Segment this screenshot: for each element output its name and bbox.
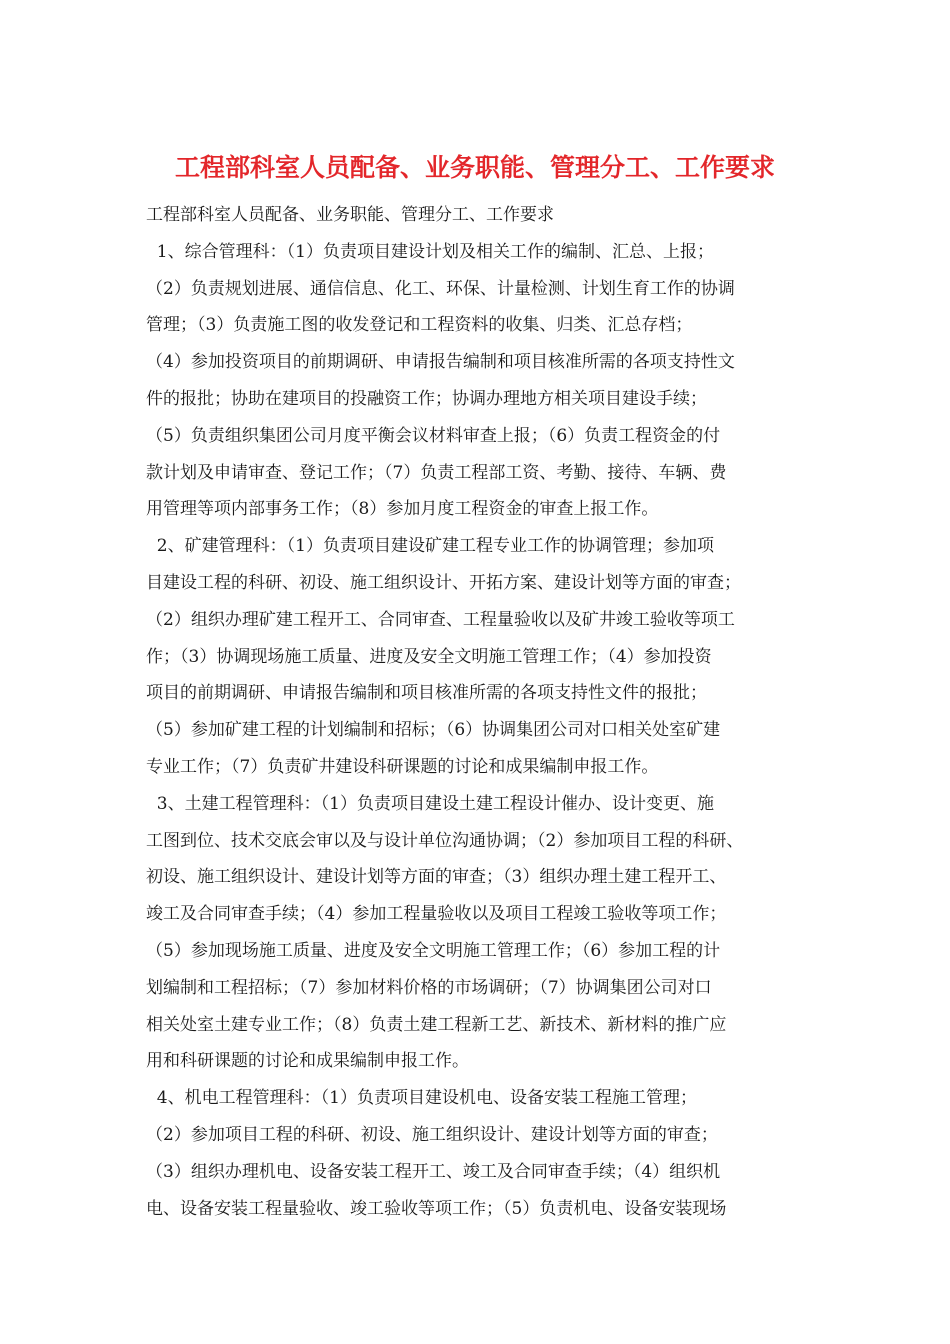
body-text-line: 作；（3）协调现场施工质量、进度及安全文明施工管理工作；（4）参加投资: [146, 646, 712, 667]
body-text-line: 项目的前期调研、申请报告编制和项目核准所需的各项支持性文件的报批；: [146, 683, 707, 704]
body-text-line: 4、机电工程管理科：（1）负责项目建设机电、设备安装工程施工管理；: [146, 1088, 697, 1109]
body-text-line: （2）负责规划进展、通信信息、化工、环保、计量检测、计划生育工作的协调: [146, 278, 735, 299]
document-title: 工程部科室人员配备、业务职能、管理分工、工作要求: [174, 153, 775, 182]
body-text-line: （2）组织办理矿建工程开工、合同审查、工程量验收以及矿井竣工验收等项工: [146, 609, 735, 630]
document-body: [146, 197, 826, 1227]
body-text-line: 相关处室土建专业工作；（8）负责土建工程新工艺、新技术、新材料的推广应: [146, 1014, 727, 1035]
body-text-line: 款计划及申请审查、登记工作；（7）负责工程部工资、考勤、接待、车辆、费: [146, 462, 727, 483]
body-text-line: （5）负责组织集团公司月度平衡会议材料审查上报；（6）负责工程资金的付: [146, 425, 721, 446]
body-text-line: （5）参加现场施工质量、进度及安全文明施工管理工作；（6）参加工程的计: [146, 940, 721, 961]
body-text-line: 工图到位、技术交底会审以及与设计单位沟通协调；（2）参加项目工程的科研、: [146, 830, 744, 851]
body-text-line: 专业工作；（7）负责矿井建设科研课题的讨论和成果编制申报工作。: [146, 756, 659, 777]
body-text-line: 目建设工程的科研、初设、施工组织设计、开拓方案、建设计划等方面的审查；: [146, 572, 741, 593]
body-text-line: （5）参加矿建工程的计划编制和招标；（6）协调集团公司对口相关处室矿建: [146, 720, 721, 741]
body-text-line: 3、土建工程管理科：（1）负责项目建设土建工程设计催办、设计变更、施: [146, 793, 714, 814]
body-text-line: 2、矿建管理科：（1）负责项目建设矿建工程专业工作的协调管理；参加项: [146, 536, 714, 557]
body-text-line: 初设、施工组织设计、建设计划等方面的审查；（3）组织办理土建工程开工、: [146, 867, 727, 888]
body-text-line: 划编制和工程招标；（7）参加材料价格的市场调研；（7）协调集团公司对口: [146, 977, 712, 998]
body-text-line: （3）组织办理机电、设备安装工程开工、竣工及合同审查手续；（4）组织机: [146, 1161, 721, 1182]
body-text-line: 电、设备安装工程量验收、竣工验收等项工作；（5）负责机电、设备安装现场: [146, 1198, 727, 1219]
body-text-line: 用管理等项内部事务工作；（8）参加月度工程资金的审查上报工作。: [146, 499, 659, 520]
body-text-line: 用和科研课题的讨论和成果编制申报工作。: [146, 1051, 469, 1072]
body-text-line: 1、综合管理科：（1）负责项目建设计划及相关工作的编制、汇总、上报；: [146, 241, 714, 262]
body-text-line: （2）参加项目工程的科研、初设、施工组织设计、建设计划等方面的审查；: [146, 1124, 718, 1145]
body-text-line: 工程部科室人员配备、业务职能、管理分工、工作要求: [146, 205, 554, 225]
body-text-line: 件的报批；协助在建项目的投融资工作；协调办理地方相关项目建设手续；: [146, 388, 707, 409]
body-text-line: 竣工及合同审查手续；（4）参加工程量验收以及项目工程竣工验收等项工作；: [146, 904, 727, 925]
body-text-line: （4）参加投资项目的前期调研、申请报告编制和项目核准所需的各项支持性文: [146, 352, 735, 373]
body-text-line: 管理；（3）负责施工图的收发登记和工程资料的收集、归类、汇总存档；: [146, 315, 693, 336]
